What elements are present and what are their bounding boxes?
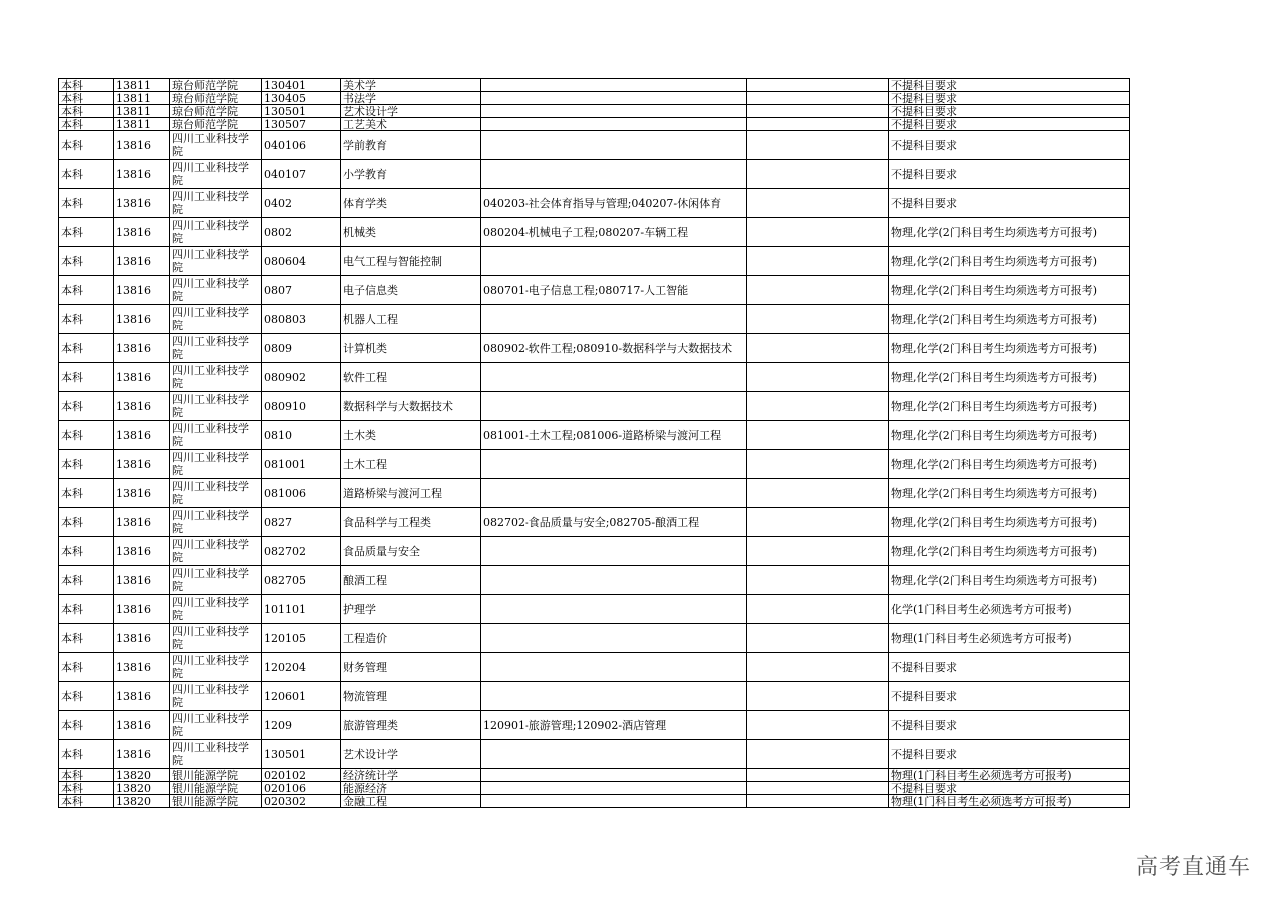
table-row: [59, 105, 1130, 118]
included-majors-cell: [481, 653, 747, 682]
school-code-cell: 13811: [114, 118, 170, 131]
subject-requirement-cell: 物理,化学(2门科目考生均须选考方可报考): [889, 276, 1130, 305]
table-row: [59, 189, 1130, 218]
level-cell: 本科: [59, 537, 114, 566]
table-row: [59, 247, 1130, 276]
major-name-cell: 道路桥梁与渡河工程: [341, 479, 481, 508]
major-name-cell: 软件工程: [341, 363, 481, 392]
subject-requirement-cell: 不提科目要求: [889, 782, 1130, 795]
school-code-cell: 13816: [114, 537, 170, 566]
major-name-cell: 食品质量与安全: [341, 537, 481, 566]
school-code-cell: 13816: [114, 247, 170, 276]
major-name-cell: 艺术设计学: [341, 740, 481, 769]
major-code-cell: 130401: [262, 79, 341, 92]
subject-requirement-cell: 物理,化学(2门科目考生均须选考方可报考): [889, 537, 1130, 566]
level-cell: 本科: [59, 653, 114, 682]
included-majors-cell: [481, 305, 747, 334]
subject-requirement-cell: 物理,化学(2门科目考生均须选考方可报考): [889, 363, 1130, 392]
major-code-cell: 130501: [262, 105, 341, 118]
table-row: [59, 740, 1130, 769]
table-row: [59, 537, 1130, 566]
table-row: [59, 624, 1130, 653]
major-code-cell: 130405: [262, 92, 341, 105]
included-majors-cell: [481, 740, 747, 769]
level-cell: 本科: [59, 769, 114, 782]
major-code-cell: 1209: [262, 711, 341, 740]
major-name-cell: 计算机类: [341, 334, 481, 363]
school-name-cell: 四川工业科技学院: [170, 711, 262, 740]
school-code-cell: 13816: [114, 711, 170, 740]
table-row: [59, 218, 1130, 247]
school-name-cell: 四川工业科技学院: [170, 247, 262, 276]
table-row: [59, 595, 1130, 624]
school-name-cell: 四川工业科技学院: [170, 624, 262, 653]
notes-cell: [747, 653, 889, 682]
major-name-cell: 金融工程: [341, 795, 481, 808]
major-code-cell: 020102: [262, 769, 341, 782]
admission-requirements-table: [58, 78, 1130, 808]
included-majors-cell: [481, 105, 747, 118]
level-cell: 本科: [59, 218, 114, 247]
school-name-cell: 四川工业科技学院: [170, 276, 262, 305]
school-name-cell: 银川能源学院: [170, 769, 262, 782]
school-name-cell: 四川工业科技学院: [170, 537, 262, 566]
table-row: [59, 160, 1130, 189]
school-name-cell: 四川工业科技学院: [170, 740, 262, 769]
school-name-cell: 四川工业科技学院: [170, 131, 262, 160]
table-body: [59, 79, 1130, 808]
notes-cell: [747, 595, 889, 624]
school-code-cell: 13820: [114, 795, 170, 808]
subject-requirement-cell: 物理,化学(2门科目考生均须选考方可报考): [889, 334, 1130, 363]
notes-cell: [747, 782, 889, 795]
level-cell: 本科: [59, 160, 114, 189]
subject-requirement-cell: 不提科目要求: [889, 79, 1130, 92]
table-row: [59, 769, 1130, 782]
major-name-cell: 机器人工程: [341, 305, 481, 334]
major-name-cell: 书法学: [341, 92, 481, 105]
major-name-cell: 小学教育: [341, 160, 481, 189]
table-row: [59, 682, 1130, 711]
major-code-cell: 0810: [262, 421, 341, 450]
major-name-cell: 财务管理: [341, 653, 481, 682]
school-name-cell: 四川工业科技学院: [170, 653, 262, 682]
notes-cell: [747, 392, 889, 421]
subject-requirement-cell: 物理,化学(2门科目考生均须选考方可报考): [889, 508, 1130, 537]
included-majors-cell: [481, 566, 747, 595]
table-row: [59, 795, 1130, 808]
school-name-cell: 四川工业科技学院: [170, 421, 262, 450]
major-name-cell: 机械类: [341, 218, 481, 247]
notes-cell: [747, 624, 889, 653]
major-code-cell: 080604: [262, 247, 341, 276]
notes-cell: [747, 363, 889, 392]
major-name-cell: 食品科学与工程类: [341, 508, 481, 537]
level-cell: 本科: [59, 189, 114, 218]
notes-cell: [747, 450, 889, 479]
major-name-cell: 艺术设计学: [341, 105, 481, 118]
subject-requirement-cell: 物理,化学(2门科目考生均须选考方可报考): [889, 479, 1130, 508]
table-row: [59, 421, 1130, 450]
notes-cell: [747, 769, 889, 782]
included-majors-cell: [481, 392, 747, 421]
watermark-text: 高考直通车: [1135, 855, 1251, 880]
major-code-cell: 0402: [262, 189, 341, 218]
table-row: [59, 392, 1130, 421]
school-code-cell: 13816: [114, 305, 170, 334]
major-name-cell: 土木工程: [341, 450, 481, 479]
school-code-cell: 13816: [114, 508, 170, 537]
school-code-cell: 13816: [114, 131, 170, 160]
subject-requirement-cell: 不提科目要求: [889, 160, 1130, 189]
level-cell: 本科: [59, 421, 114, 450]
included-majors-cell: 082702-食品质量与安全;082705-酿酒工程: [481, 508, 747, 537]
school-code-cell: 13816: [114, 160, 170, 189]
school-code-cell: 13816: [114, 740, 170, 769]
level-cell: 本科: [59, 782, 114, 795]
included-majors-cell: [481, 92, 747, 105]
school-code-cell: 13816: [114, 450, 170, 479]
included-majors-cell: [481, 595, 747, 624]
major-name-cell: 工艺美术: [341, 118, 481, 131]
major-code-cell: 0802: [262, 218, 341, 247]
level-cell: 本科: [59, 795, 114, 808]
included-majors-cell: [481, 363, 747, 392]
notes-cell: [747, 189, 889, 218]
notes-cell: [747, 118, 889, 131]
school-name-cell: 银川能源学院: [170, 782, 262, 795]
school-name-cell: 琼台师范学院: [170, 92, 262, 105]
school-code-cell: 13816: [114, 189, 170, 218]
included-majors-cell: [481, 782, 747, 795]
level-cell: 本科: [59, 624, 114, 653]
notes-cell: [747, 334, 889, 363]
major-code-cell: 020302: [262, 795, 341, 808]
table-row: [59, 334, 1130, 363]
level-cell: 本科: [59, 105, 114, 118]
level-cell: 本科: [59, 508, 114, 537]
school-code-cell: 13816: [114, 334, 170, 363]
notes-cell: [747, 79, 889, 92]
school-name-cell: 银川能源学院: [170, 795, 262, 808]
table-row: [59, 79, 1130, 92]
subject-requirement-cell: 物理,化学(2门科目考生均须选考方可报考): [889, 247, 1130, 276]
level-cell: 本科: [59, 740, 114, 769]
table-row: [59, 711, 1130, 740]
major-code-cell: 080902: [262, 363, 341, 392]
subject-requirement-cell: 不提科目要求: [889, 105, 1130, 118]
major-name-cell: 数据科学与大数据技术: [341, 392, 481, 421]
subject-requirement-cell: 物理(1门科目考生必须选考方可报考): [889, 795, 1130, 808]
subject-requirement-cell: 物理(1门科目考生必须选考方可报考): [889, 624, 1130, 653]
level-cell: 本科: [59, 79, 114, 92]
included-majors-cell: 081001-土木工程;081006-道路桥梁与渡河工程: [481, 421, 747, 450]
included-majors-cell: 080902-软件工程;080910-数据科学与大数据技术: [481, 334, 747, 363]
school-code-cell: 13811: [114, 105, 170, 118]
notes-cell: [747, 566, 889, 595]
table-row: [59, 276, 1130, 305]
included-majors-cell: [481, 79, 747, 92]
level-cell: 本科: [59, 334, 114, 363]
subject-requirement-cell: 物理(1门科目考生必须选考方可报考): [889, 769, 1130, 782]
level-cell: 本科: [59, 566, 114, 595]
subject-requirement-cell: 不提科目要求: [889, 682, 1130, 711]
school-code-cell: 13816: [114, 363, 170, 392]
level-cell: 本科: [59, 363, 114, 392]
notes-cell: [747, 247, 889, 276]
major-code-cell: 081006: [262, 479, 341, 508]
major-code-cell: 0827: [262, 508, 341, 537]
level-cell: 本科: [59, 247, 114, 276]
notes-cell: [747, 421, 889, 450]
included-majors-cell: [481, 479, 747, 508]
notes-cell: [747, 305, 889, 334]
table-row: [59, 305, 1130, 334]
school-name-cell: 四川工业科技学院: [170, 566, 262, 595]
subject-requirement-cell: 不提科目要求: [889, 740, 1130, 769]
table-row: [59, 479, 1130, 508]
school-name-cell: 四川工业科技学院: [170, 392, 262, 421]
level-cell: 本科: [59, 131, 114, 160]
notes-cell: [747, 682, 889, 711]
major-code-cell: 130501: [262, 740, 341, 769]
table-row: [59, 118, 1130, 131]
included-majors-cell: [481, 247, 747, 276]
school-code-cell: 13816: [114, 566, 170, 595]
notes-cell: [747, 92, 889, 105]
level-cell: 本科: [59, 450, 114, 479]
school-name-cell: 四川工业科技学院: [170, 189, 262, 218]
school-name-cell: 琼台师范学院: [170, 105, 262, 118]
table-row: [59, 566, 1130, 595]
major-code-cell: 130507: [262, 118, 341, 131]
level-cell: 本科: [59, 305, 114, 334]
level-cell: 本科: [59, 595, 114, 624]
major-code-cell: 120105: [262, 624, 341, 653]
major-name-cell: 物流管理: [341, 682, 481, 711]
major-code-cell: 082702: [262, 537, 341, 566]
table-row: [59, 131, 1130, 160]
notes-cell: [747, 276, 889, 305]
school-code-cell: 13816: [114, 682, 170, 711]
subject-requirement-cell: 不提科目要求: [889, 189, 1130, 218]
major-name-cell: 酿酒工程: [341, 566, 481, 595]
school-name-cell: 琼台师范学院: [170, 118, 262, 131]
school-name-cell: 琼台师范学院: [170, 79, 262, 92]
major-name-cell: 美术学: [341, 79, 481, 92]
included-majors-cell: 040203-社会体育指导与管理;040207-休闲体育: [481, 189, 747, 218]
table-row: [59, 450, 1130, 479]
major-code-cell: 040106: [262, 131, 341, 160]
included-majors-cell: [481, 160, 747, 189]
major-code-cell: 0809: [262, 334, 341, 363]
included-majors-cell: [481, 795, 747, 808]
included-majors-cell: [481, 537, 747, 566]
major-code-cell: 020106: [262, 782, 341, 795]
notes-cell: [747, 105, 889, 118]
table-row: [59, 363, 1130, 392]
level-cell: 本科: [59, 479, 114, 508]
school-name-cell: 四川工业科技学院: [170, 160, 262, 189]
school-name-cell: 四川工业科技学院: [170, 682, 262, 711]
school-code-cell: 13811: [114, 79, 170, 92]
school-code-cell: 13820: [114, 769, 170, 782]
notes-cell: [747, 479, 889, 508]
major-code-cell: 081001: [262, 450, 341, 479]
notes-cell: [747, 537, 889, 566]
included-majors-cell: [481, 769, 747, 782]
subject-requirement-cell: 化学(1门科目考生必须选考方可报考): [889, 595, 1130, 624]
school-name-cell: 四川工业科技学院: [170, 334, 262, 363]
level-cell: 本科: [59, 392, 114, 421]
school-code-cell: 13816: [114, 421, 170, 450]
school-name-cell: 四川工业科技学院: [170, 363, 262, 392]
subject-requirement-cell: 物理,化学(2门科目考生均须选考方可报考): [889, 305, 1130, 334]
level-cell: 本科: [59, 276, 114, 305]
major-name-cell: 电子信息类: [341, 276, 481, 305]
school-name-cell: 四川工业科技学院: [170, 479, 262, 508]
subject-requirement-cell: 物理,化学(2门科目考生均须选考方可报考): [889, 450, 1130, 479]
school-code-cell: 13820: [114, 782, 170, 795]
major-code-cell: 080803: [262, 305, 341, 334]
school-code-cell: 13816: [114, 392, 170, 421]
notes-cell: [747, 218, 889, 247]
included-majors-cell: 120901-旅游管理;120902-酒店管理: [481, 711, 747, 740]
notes-cell: [747, 160, 889, 189]
school-code-cell: 13816: [114, 595, 170, 624]
major-code-cell: 040107: [262, 160, 341, 189]
major-name-cell: 体育学类: [341, 189, 481, 218]
major-name-cell: 护理学: [341, 595, 481, 624]
major-name-cell: 经济统计学: [341, 769, 481, 782]
subject-requirement-cell: 物理,化学(2门科目考生均须选考方可报考): [889, 218, 1130, 247]
notes-cell: [747, 711, 889, 740]
school-code-cell: 13816: [114, 653, 170, 682]
school-name-cell: 四川工业科技学院: [170, 450, 262, 479]
notes-cell: [747, 508, 889, 537]
subject-requirement-cell: 不提科目要求: [889, 131, 1130, 160]
major-name-cell: 工程造价: [341, 624, 481, 653]
subject-requirement-cell: 不提科目要求: [889, 711, 1130, 740]
school-code-cell: 13816: [114, 479, 170, 508]
table-row: [59, 782, 1130, 795]
subject-requirement-cell: 物理,化学(2门科目考生均须选考方可报考): [889, 421, 1130, 450]
major-code-cell: 120601: [262, 682, 341, 711]
school-code-cell: 13816: [114, 218, 170, 247]
level-cell: 本科: [59, 118, 114, 131]
major-code-cell: 080910: [262, 392, 341, 421]
included-majors-cell: [481, 624, 747, 653]
major-name-cell: 土木类: [341, 421, 481, 450]
school-code-cell: 13816: [114, 276, 170, 305]
major-name-cell: 电气工程与智能控制: [341, 247, 481, 276]
included-majors-cell: [481, 131, 747, 160]
table-row: [59, 653, 1130, 682]
school-name-cell: 四川工业科技学院: [170, 595, 262, 624]
included-majors-cell: [481, 118, 747, 131]
major-code-cell: 101101: [262, 595, 341, 624]
major-code-cell: 0807: [262, 276, 341, 305]
subject-requirement-cell: 不提科目要求: [889, 118, 1130, 131]
level-cell: 本科: [59, 92, 114, 105]
subject-requirement-cell: 物理,化学(2门科目考生均须选考方可报考): [889, 392, 1130, 421]
school-code-cell: 13816: [114, 624, 170, 653]
school-code-cell: 13811: [114, 92, 170, 105]
table-row: [59, 508, 1130, 537]
major-name-cell: 学前教育: [341, 131, 481, 160]
major-name-cell: 旅游管理类: [341, 711, 481, 740]
school-name-cell: 四川工业科技学院: [170, 508, 262, 537]
table-row: [59, 92, 1130, 105]
major-code-cell: 082705: [262, 566, 341, 595]
included-majors-cell: 080701-电子信息工程;080717-人工智能: [481, 276, 747, 305]
subject-requirement-cell: 不提科目要求: [889, 653, 1130, 682]
included-majors-cell: 080204-机械电子工程;080207-车辆工程: [481, 218, 747, 247]
notes-cell: [747, 795, 889, 808]
school-name-cell: 四川工业科技学院: [170, 218, 262, 247]
subject-requirement-cell: 物理,化学(2门科目考生均须选考方可报考): [889, 566, 1130, 595]
included-majors-cell: [481, 450, 747, 479]
subject-requirement-cell: 不提科目要求: [889, 92, 1130, 105]
level-cell: 本科: [59, 682, 114, 711]
school-name-cell: 四川工业科技学院: [170, 305, 262, 334]
notes-cell: [747, 740, 889, 769]
major-name-cell: 能源经济: [341, 782, 481, 795]
notes-cell: [747, 131, 889, 160]
included-majors-cell: [481, 682, 747, 711]
level-cell: 本科: [59, 711, 114, 740]
major-code-cell: 120204: [262, 653, 341, 682]
